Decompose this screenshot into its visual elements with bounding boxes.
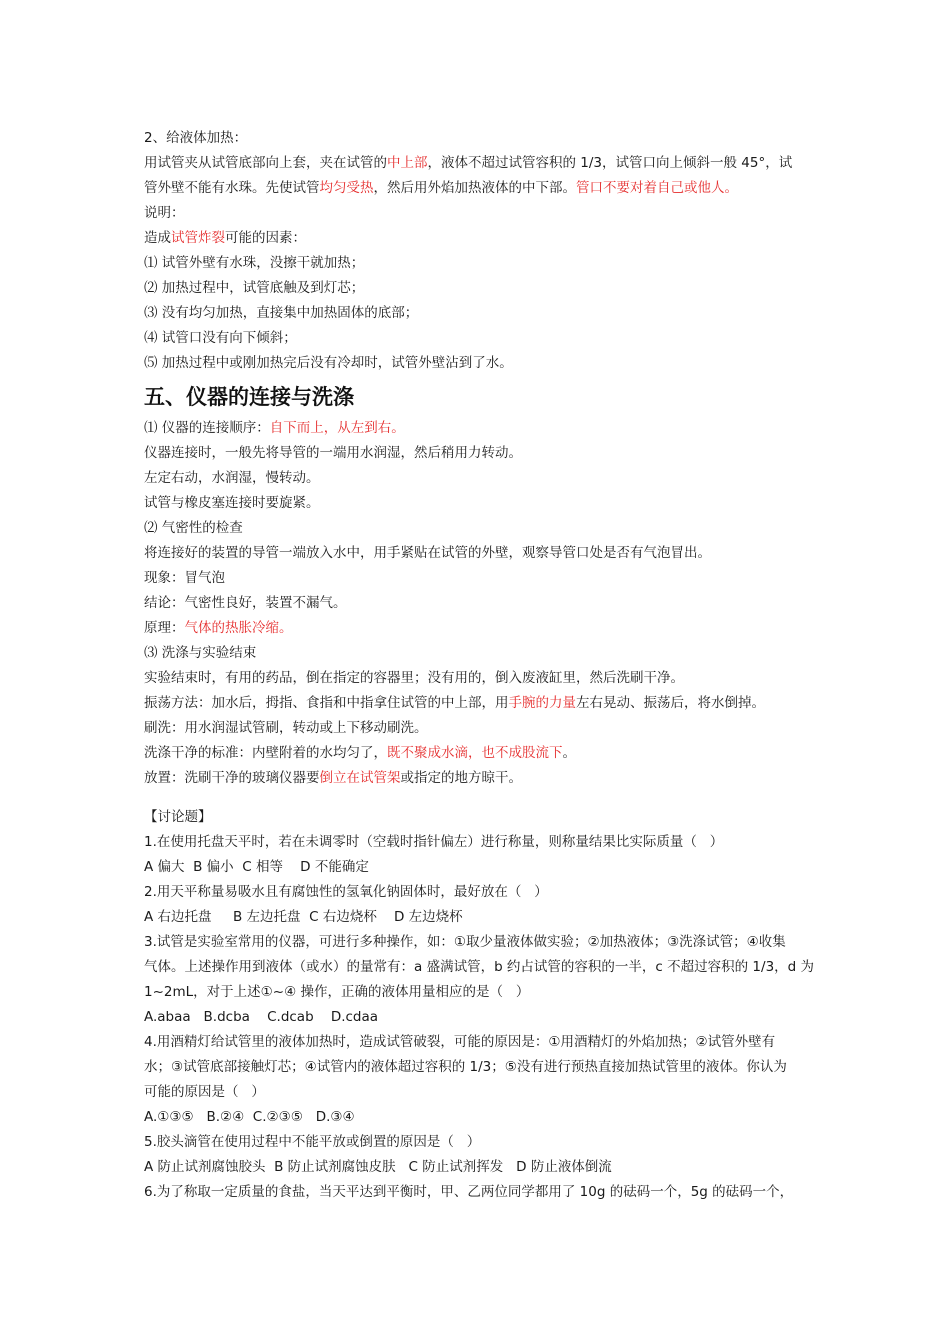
text: 放置：洗刷干净的玻璃仪器要 — [144, 770, 320, 786]
highlight-text: 自下而上，从左到右。 — [269, 420, 405, 436]
list-item: ⑸ 加热过程中或刚加热完后没有冷却时，试管外壁沾到了水。 — [144, 355, 513, 371]
text: 管外壁不能有水珠。先使试管 — [144, 180, 320, 196]
question-line: 4.用酒精灯给试管里的液体加热时，造成试管破裂，可能的原因是：①用酒精灯的外焰加热；②试管外壁有 — [144, 1034, 776, 1050]
text: 洗涤干净的标准：内壁附着的水均匀了， — [144, 745, 387, 761]
paragraph: 现象：冒气泡 — [144, 570, 225, 586]
paragraph — [144, 151, 820, 176]
question-line: 水；③试管底部接触灯芯；④试管内的液体超过容积的 1/3；⑤没有进行预热直接加热试管里的液体。你认为 — [144, 1059, 787, 1075]
paragraph: 左定右动，水润湿，慢转动。 — [144, 470, 320, 486]
text: 或指定的地方晾干。 — [400, 770, 522, 786]
question-line: 1.在使用托盘天平时，若在未调零时（空载时指针偏左）进行称量，则称量结果比实际质量（ ） — [144, 834, 724, 850]
answer-options: A 防止试剂腐蚀胶头 B 防止试剂腐蚀皮肤 C 防止试剂挥发 D 防止液体倒流 — [144, 1159, 612, 1175]
highlight-text: 倒立在试管架 — [319, 770, 401, 786]
paragraph — [144, 766, 820, 791]
question-line: 6.为了称取一定质量的食盐，当天平达到平衡时，甲、乙两位同学都用了 10g 的砝码一个，5g 的砝码一个， — [144, 1184, 794, 1200]
paragraph — [144, 691, 820, 716]
paragraph — [144, 176, 820, 201]
highlight-text: 气体的热胀冷缩。 — [184, 620, 293, 636]
paragraph — [144, 741, 820, 766]
text: 原理： — [144, 620, 185, 636]
question-line: 2.用天平称量易吸水且有腐蚀性的氢氧化钠固体时，最好放在（ ） — [144, 884, 548, 900]
paragraph: 将连接好的装置的导管一端放入水中，用手紧贴在试管的外壁，观察导管口处是否有气泡冒出。 — [144, 545, 711, 561]
answer-options: A 偏大 B 偏小 C 相等 D 不能确定 — [144, 859, 369, 875]
highlight-text: 手腕的力量 — [508, 695, 576, 711]
list-item: ⑷ 试管口没有向下倾斜； — [144, 330, 297, 346]
text: ⑴ 仪器的连接顺序： — [144, 420, 270, 436]
paragraph: ⑶ 洗涤与实验结束 — [144, 645, 257, 661]
highlight-text: 中上部 — [387, 155, 428, 171]
highlight-text: 试管炸裂 — [171, 230, 225, 246]
discussion-title: 【讨论题】 — [144, 809, 212, 825]
question-line: 3.试管是实验室常用的仪器，可进行多种操作，如：①取少量液体做实验；②加热液体；③洗涤试管；④收集 — [144, 934, 786, 950]
answer-options: A.①③⑤ B.②④ C.②③⑤ D.③④ — [144, 1109, 355, 1125]
section-title-liquid: 2、给液体加热： — [144, 130, 248, 146]
question-line: 可能的原因是（ ） — [144, 1084, 265, 1100]
paragraph: 试管与橡皮塞连接时要旋紧。 — [144, 495, 320, 511]
text: 造成 — [144, 230, 171, 246]
text: ，液体不超过试管容积的 1/3，试管口向上倾斜一般 45°，试 — [427, 155, 793, 171]
section-heading: 五、仪器的连接与洗涤 — [144, 385, 354, 409]
paragraph: 仪器连接时，一般先将导管的一端用水润湿，然后稍用力转动。 — [144, 445, 522, 461]
paragraph — [144, 416, 820, 441]
list-item: ⑴ 试管外壁有水珠，没擦干就加热； — [144, 255, 365, 271]
paragraph: 结论：气密性良好，装置不漏气。 — [144, 595, 347, 611]
cause-intro — [144, 226, 820, 251]
highlight-text: 管口不要对着自己或他人。 — [576, 180, 738, 196]
text: 左右晃动、振荡后，将水倒掉。 — [576, 695, 765, 711]
text: 可能的因素： — [225, 230, 306, 246]
list-item: ⑵ 加热过程中，试管底触及到灯芯； — [144, 280, 365, 296]
question-line: 1~2mL，对于上述①~④ 操作，正确的液体用量相应的是（ ） — [144, 984, 530, 1000]
paragraph: ⑵ 气密性的检查 — [144, 520, 243, 536]
question-line: 5.胶头滴管在使用过程中不能平放或倒置的原因是（ ） — [144, 1134, 481, 1150]
list-item: ⑶ 没有均匀加热，直接集中加热固体的底部； — [144, 305, 419, 321]
answer-options: A.abaa B.dcba C.dcab D.cdaa — [144, 1009, 379, 1025]
spacer — [144, 791, 820, 805]
text: 用试管夹从试管底部向上套，夹在试管的 — [144, 155, 387, 171]
question-line: 气体。上述操作用到液体（或水）的量常有：a 盛满试管，b 约占试管的容积的一半，c 不超过容积的 1/3，d 为 — [144, 959, 815, 975]
paragraph: 实验结束时，有用的药品，倒在指定的容器里；没有用的，倒入废液缸里，然后洗刷干净。 — [144, 670, 684, 686]
text: ，然后用外焰加热液体的中下部。 — [373, 180, 576, 196]
text: 。 — [562, 745, 576, 761]
paragraph: 刷洗：用水润湿试管刷，转动或上下移动刷洗。 — [144, 720, 428, 736]
explain-label: 说明： — [144, 205, 185, 221]
highlight-text: 既不聚成水滴，也不成股流下 — [387, 745, 563, 761]
paragraph — [144, 616, 820, 641]
answer-options: A 右边托盘 B 左边托盘 C 右边烧杯 D 左边烧杯 — [144, 909, 463, 925]
text: 振荡方法：加水后，拇指、食指和中指拿住试管的中上部，用 — [144, 695, 509, 711]
highlight-text: 均匀受热 — [319, 180, 374, 196]
